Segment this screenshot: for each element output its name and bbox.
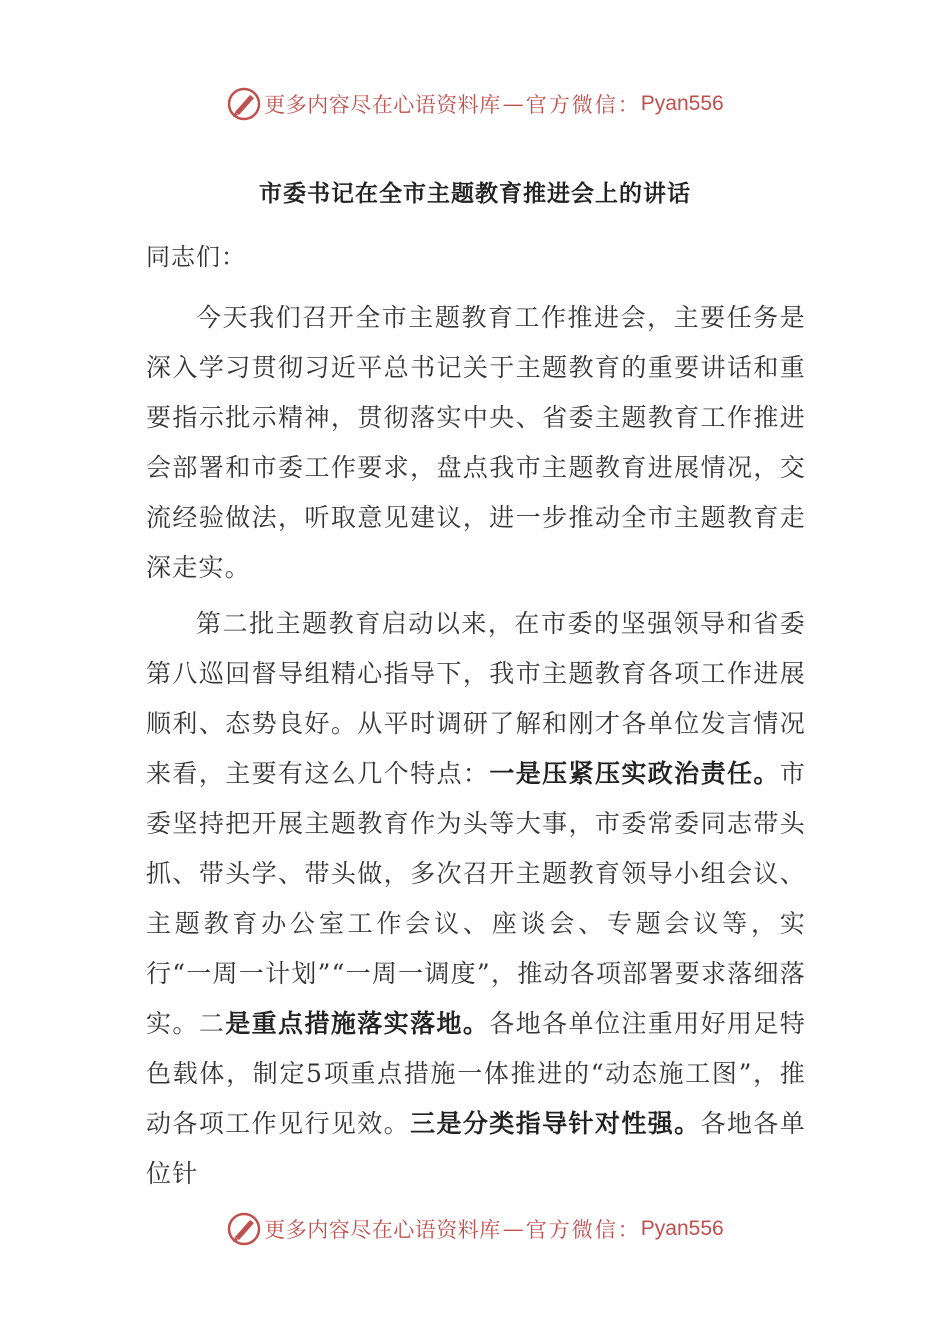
banner-text: 更多内容尽在心语资料库 <box>264 93 501 117</box>
banner-separator: — <box>502 1217 524 1241</box>
paragraph-2-bold-3: 三是分类指导针对性强。 <box>410 1109 701 1138</box>
paragraph-2 <box>146 599 806 1199</box>
paragraph-2-text-4: 各地各单位针 <box>146 1109 806 1188</box>
paragraph-2-bold-1: 一是压紧压实政治责任。 <box>489 759 780 788</box>
footer-watermark-banner <box>0 1209 950 1249</box>
banner-wechat-label: 官方微信： <box>525 1218 641 1242</box>
paragraph-1: 今天我们召开全市主题教育工作推进会，主要任务是深入学习贯彻习近平总书记关于主题教育的重要讲话和重要指示批示精神，贯彻落实中央、省委主题教育工作推进会部署和市委工作要求，盘点我市主题教育进展情况，交流经验做法，听取意见建议，进一步推动全市主题教育走深走实。 <box>146 303 806 582</box>
pen-logo-icon <box>226 1211 262 1247</box>
document-title: 市委书记在全市主题教育推进会上的讲话 <box>259 180 691 207</box>
pen-logo-icon <box>226 86 262 122</box>
banner-separator: — <box>502 92 524 116</box>
paragraph-2-bold-2: 是重点措施落实落地。 <box>225 1009 490 1038</box>
paragraph-2-text-3: 各地各单位注重用好用足特色载体，制定5项重点措施一体推进的“动态施工图”，推动各项工作见行见效。 <box>146 1009 806 1138</box>
banner-wechat-id: Pyan556 <box>640 92 724 115</box>
paragraph-2-text-1: 第二批主题教育启动以来，在市委的坚强领导和省委第八巡回督导组精心指导下，我市主题教育各项工作进展顺利、态势良好。从平时调研了解和刚才各单位发言情况来看，主要有这么几个特点： <box>146 609 806 788</box>
greeting: 同志们： <box>146 243 246 271</box>
banner-text: 更多内容尽在心语资料库 <box>264 1218 501 1242</box>
banner-wechat-label: 官方微信： <box>525 93 641 117</box>
header-watermark-banner <box>0 84 950 124</box>
paragraph-2-text-2: 市委坚持把开展主题教育作为头等大事，市委常委同志带头抓、带头学、带头做，多次召开主题教育领导小组会议、主题教育办公室工作会议、座谈会、专题会议等，实行“一周一计划”“一周一调度”，推动各项部署要求落细落实。二 <box>146 759 807 1038</box>
banner-wechat-id: Pyan556 <box>640 1217 724 1240</box>
